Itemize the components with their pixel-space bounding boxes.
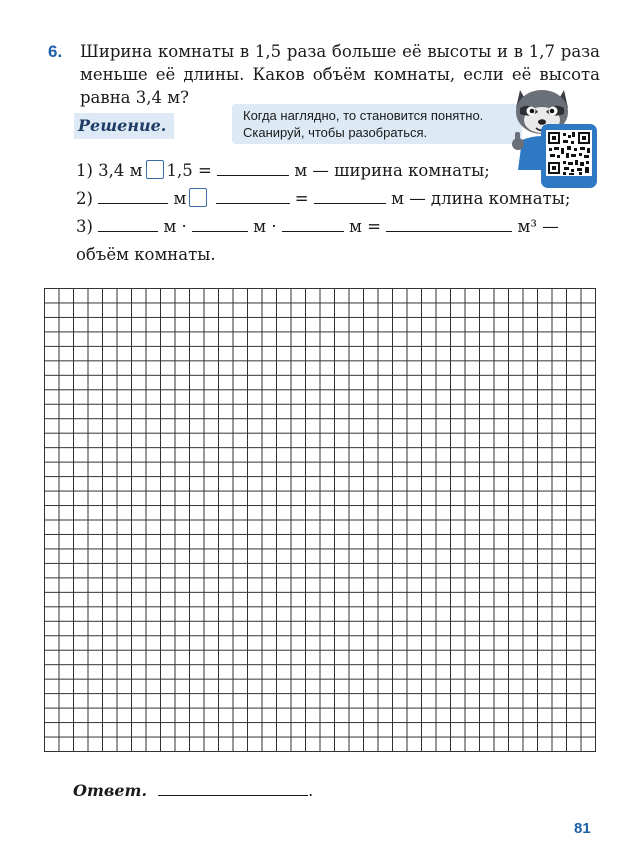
answer-blank[interactable] — [282, 217, 344, 232]
operation-box[interactable] — [189, 188, 207, 207]
step-3-m2: м · — [253, 217, 277, 236]
step-2-unit-2: м — длина комнаты; — [391, 189, 571, 208]
answer-label: Ответ. — [73, 781, 148, 800]
answer-blank[interactable] — [158, 781, 308, 796]
task-text: Ширина комнаты в 1,5 раза больше её высоты и в 1,7 раза меньше её длины. Каков объём комнаты, если её высота равна 3,4 м? — [80, 42, 600, 107]
answer-blank[interactable] — [314, 189, 386, 204]
tip-line-1: Когда наглядно, то становится понятно. — [243, 108, 484, 123]
answer-blank[interactable] — [98, 217, 158, 232]
tip-text — [243, 107, 483, 141]
step-2 — [76, 188, 570, 210]
step-1-unit: м — ширина комнаты; — [294, 161, 490, 180]
answer-tail: . — [308, 781, 314, 800]
task-number: 6. — [48, 42, 63, 61]
step-1-mid: 1,5 = — [166, 161, 212, 180]
answer-blank[interactable] — [217, 161, 289, 176]
step-3-tail: объём комнаты. — [76, 245, 216, 264]
step-2-unit-1: м — [173, 189, 187, 208]
step-2-prefix: 2) — [76, 189, 93, 208]
answer-blank[interactable] — [192, 217, 248, 232]
tip-line-2: Сканируй, чтобы разобраться. — [243, 125, 428, 140]
step-3-m3: м = — [349, 217, 381, 236]
step-3-prefix: 3) — [76, 217, 93, 236]
step-3 — [76, 216, 559, 238]
answer-blank[interactable] — [386, 217, 512, 232]
solution-label: Решение. — [74, 113, 174, 139]
step-1-prefix: 1) 3,4 м — [76, 161, 143, 180]
step-3-unit: м³ — — [517, 217, 559, 236]
work-grid[interactable] — [44, 288, 596, 752]
answer-line — [73, 781, 313, 800]
answer-blank[interactable] — [98, 189, 168, 204]
step-2-eq: = — [294, 189, 309, 208]
answer-blank[interactable] — [216, 189, 290, 204]
step-1 — [76, 160, 490, 182]
page-number: 81 — [574, 820, 591, 837]
operation-box[interactable] — [146, 160, 164, 179]
step-3-m1: м · — [163, 217, 187, 236]
qr-code-icon[interactable] — [541, 124, 597, 188]
